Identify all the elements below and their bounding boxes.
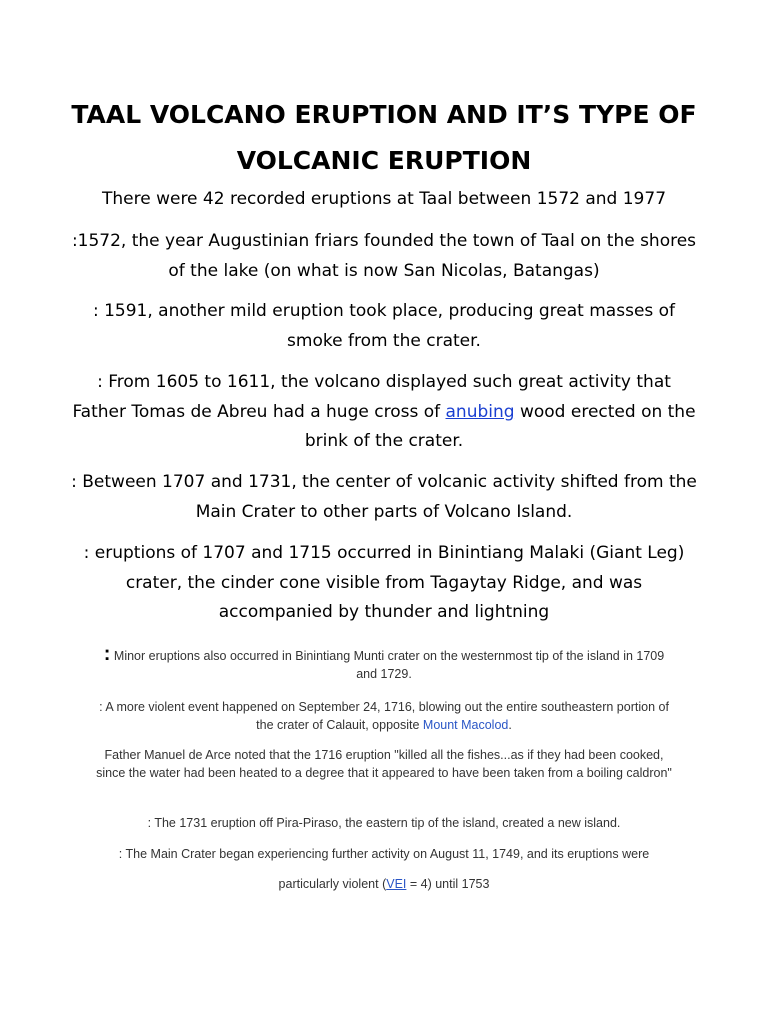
paragraph-1749-activity: : The Main Crater began experiencing further activity on August 11, 1749, and its eruptions were bbox=[118, 847, 650, 861]
paragraph-1605-text-after: wood erected on the brink of the crater. bbox=[304, 401, 696, 451]
vei-link[interactable]: VEI bbox=[386, 877, 407, 891]
paragraph-1707-1731: : Between 1707 and 1731, the center of volcanic activity shifted from the Main Crater to other parts of Volcano Island. bbox=[71, 472, 697, 522]
anubing-link[interactable]: anubing bbox=[445, 401, 515, 422]
paragraph-1572: :1572, the year Augustinian friars founded the town of Taal on the shores of the lake (on what is now San Nicolas, Batangas) bbox=[71, 231, 697, 281]
vei-text-after: = 4) until 1753 bbox=[406, 877, 490, 891]
paragraph-1605-1611 bbox=[70, 368, 698, 457]
minor-eruptions-text: Minor eruptions also occurred in Binintiang Munti crater on the westernmost tip of the island in 1709 and 1729. bbox=[110, 649, 665, 681]
document-title bbox=[60, 92, 708, 184]
paragraph-minor-eruptions bbox=[96, 645, 672, 683]
vei-text-before: particularly violent ( bbox=[278, 877, 387, 891]
paragraph-1716-event bbox=[96, 698, 672, 734]
mount-macolod-link[interactable]: Mount Macolod bbox=[422, 718, 509, 732]
1716-event-text-before: : A more violent event happened on September 24, 1716, blowing out the entire southeastern portion of the crater of Calauit, opposite bbox=[99, 700, 669, 732]
title-line-2: VOLCANIC ERUPTION bbox=[236, 146, 532, 175]
paragraph-recorded-eruptions: There were 42 recorded eruptions at Taal between 1572 and 1977 bbox=[101, 189, 667, 209]
colon-marker: : bbox=[103, 643, 111, 665]
paragraph-1731-eruption: : The 1731 eruption off Pira-Piraso, the eastern tip of the island, created a new island. bbox=[147, 816, 621, 830]
paragraph-1605-text-before: : From 1605 to 1611, the volcano displayed such great activity that Father Tomas de Abreu had a huge cross of bbox=[72, 372, 671, 422]
title-line-1: TAAL VOLCANO ERUPTION AND IT’S TYPE OF bbox=[71, 100, 697, 129]
1716-event-text-after: . bbox=[508, 718, 512, 732]
paragraph-vei bbox=[96, 875, 672, 893]
paragraph-1591: : 1591, another mild eruption took place, producing great masses of smoke from the crater. bbox=[92, 301, 676, 351]
paragraph-1707-1715: : eruptions of 1707 and 1715 occurred in Binintiang Malaki (Giant Leg) crater, the cinder cone visible from Tagaytay Ridge, and was accompanied by thunder and lightning bbox=[83, 543, 685, 622]
paragraph-de-arce-quote: Father Manuel de Arce noted that the 1716 eruption "killed all the fishes...as if they had been cooked, since the water had been heated to a degree that it appeared to have been taken from a boiling caldron" bbox=[96, 748, 672, 780]
